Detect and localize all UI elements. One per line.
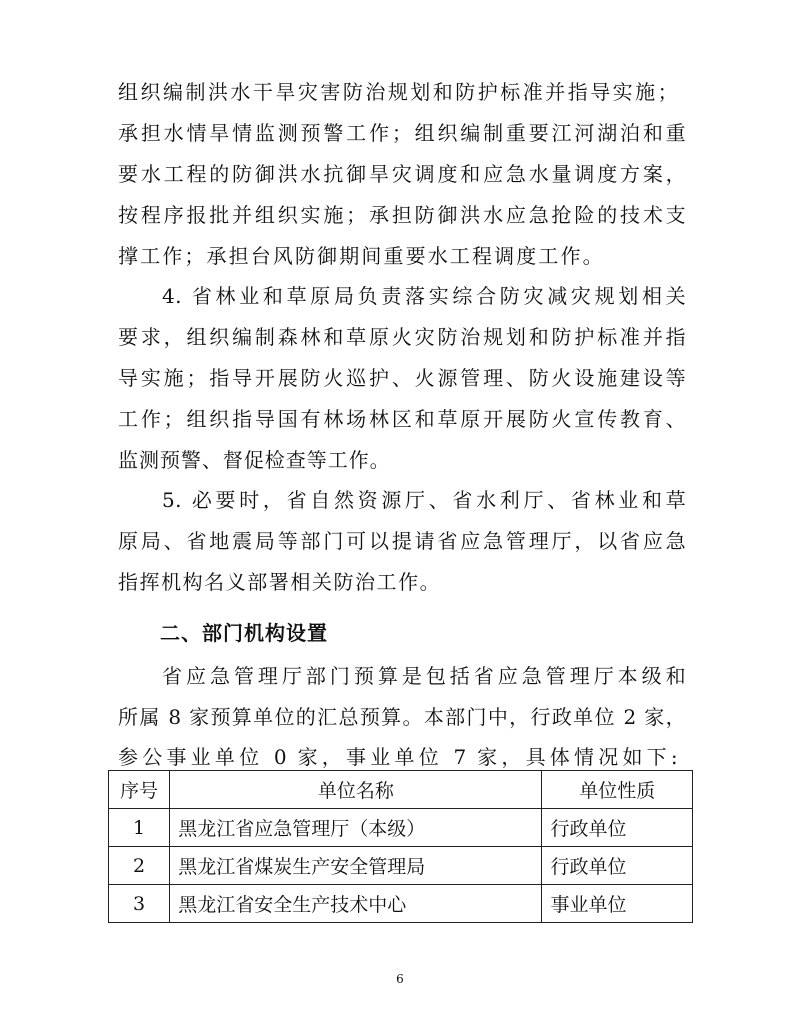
header-unit-name: 单位名称 [170,771,542,809]
cell-index: 1 [109,809,170,847]
cell-unit-name: 黑龙江省煤炭生产安全管理局 [170,847,542,885]
paragraph-line: 5. 必要时，省自然资源厅、省水利厅、省林业和草 [162,488,686,512]
header-index: 序号 [109,771,170,809]
cell-unit-type: 事业单位 [542,885,693,923]
section-line: 参公事业单位 0 家，事业单位 7 家，具体情况如下: [118,745,678,769]
paragraph-line: 4. 省林业和草原局负责落实综合防灾减灾规划相关 [162,284,686,308]
cell-index: 3 [109,885,170,923]
paragraph-line: 按程序报批并组织实施；承担防御洪水应急抢险的技术支 [118,203,686,227]
cell-unit-type: 行政单位 [542,847,693,885]
cell-unit-name: 黑龙江省安全生产技术中心 [170,885,542,923]
section-line: 省应急管理厅部门预算是包括省应急管理厅本级和 [162,664,686,688]
section-line: 所属 8 家预算单位的汇总预算。本部门中，行政单位 2 家， [118,705,686,729]
paragraph-line: 指挥机构名义部署相关防治工作。 [118,570,440,594]
page-number: 6 [396,972,404,986]
paragraph-line: 要求，组织编制森林和草原火灾防治规划和防护标准并指 [118,325,686,349]
table-header-row [109,771,693,809]
paragraph-line: 组织编制洪水干旱灾害防治规划和防护标准并指导实施； [118,80,678,104]
cell-index: 2 [109,847,170,885]
paragraph-line: 要水工程的防御洪水抗御旱灾调度和应急水量调度方案， [118,162,686,186]
units-table [108,770,693,923]
cell-unit-type: 行政单位 [542,809,693,847]
table-row [109,809,693,847]
paragraph-line: 工作；组织指导国有林场林区和草原开展防火宣传教育、 [118,407,686,431]
paragraph-line: 导实施；指导开展防火巡护、火源管理、防火设施建设等 [118,366,686,390]
cell-unit-name: 黑龙江省应急管理厅（本级） [170,809,542,847]
table-row [109,885,693,923]
paragraph-line: 监测预警、督促检查等工作。 [118,448,390,472]
section-heading: 二、部门机构设置 [160,621,328,645]
paragraph-line: 原局、省地震局等部门可以提请省应急管理厅，以省应急 [118,529,686,553]
paragraph-line: 撑工作；承担台风防御期间重要水工程调度工作。 [118,244,603,268]
paragraph-line: 承担水情旱情监测预警工作；组织编制重要江河湖泊和重 [118,121,686,145]
header-unit-type: 单位性质 [542,771,693,809]
table-row [109,847,693,885]
